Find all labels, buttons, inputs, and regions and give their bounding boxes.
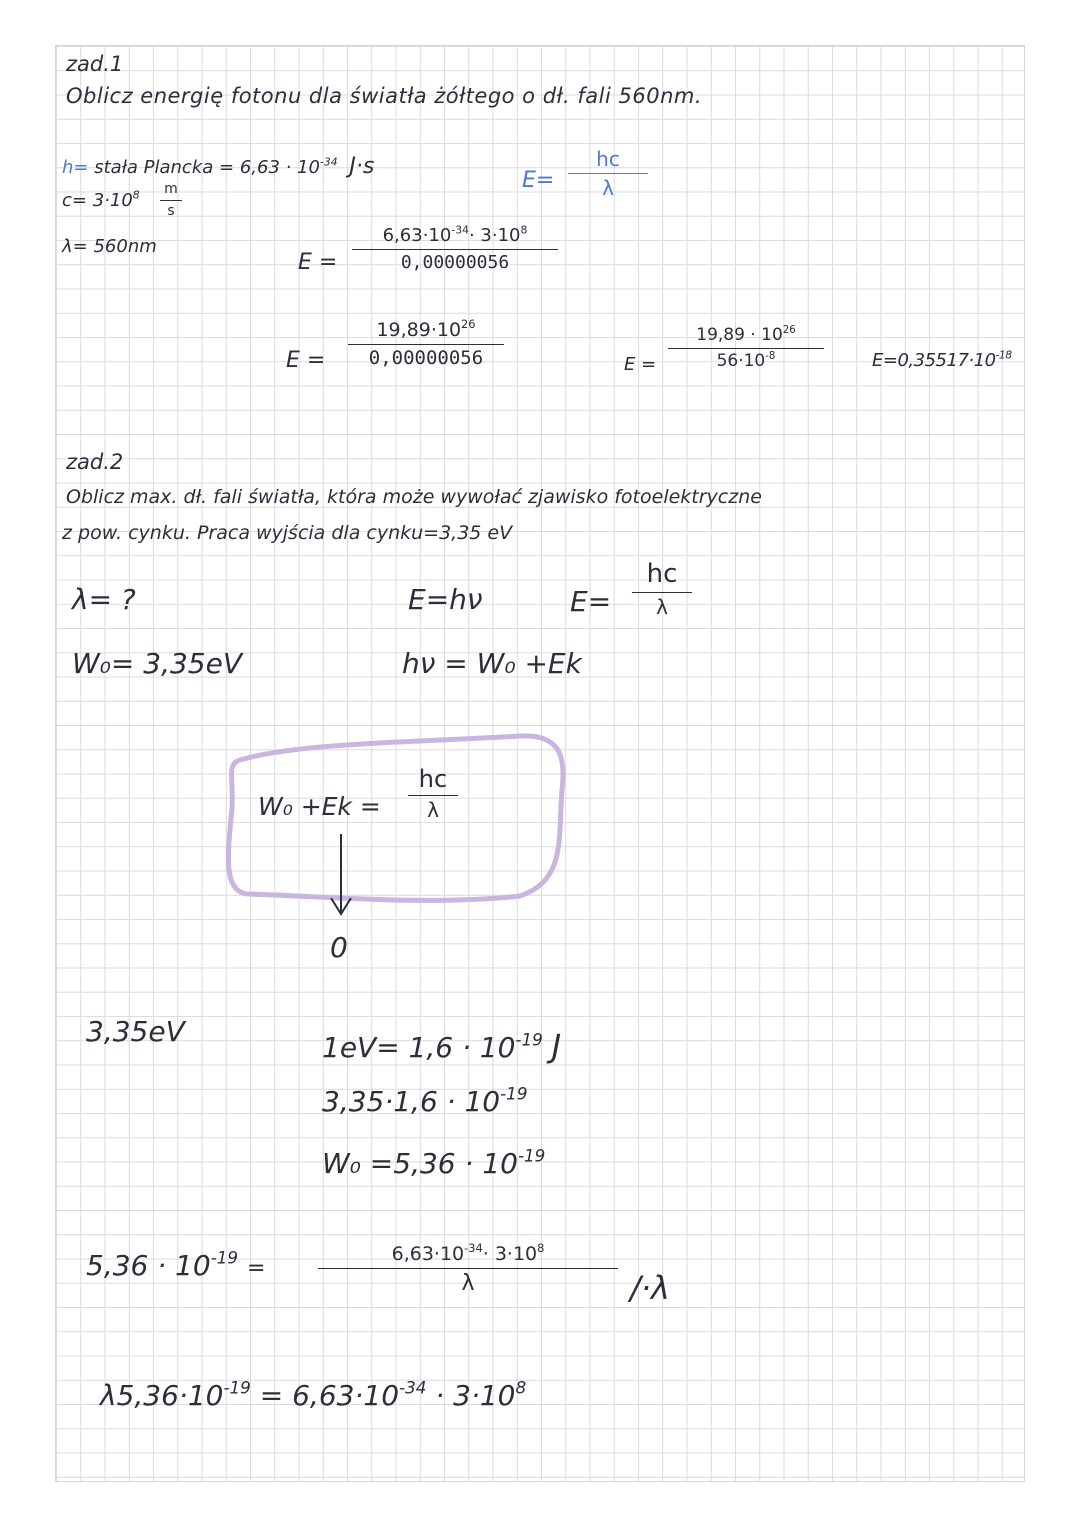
c-unit-num: m	[164, 181, 178, 197]
multiply-by-lambda: /·λ	[630, 1269, 670, 1307]
ev-conversion: $1eV= 1,6 \cdot 10^{-19}$ J	[322, 1027, 562, 1065]
h-label: h=	[62, 157, 89, 178]
step1-den: 0,00000056	[400, 251, 510, 273]
equation-fraction	[318, 1241, 618, 1296]
step3-lhs: E =	[624, 354, 657, 375]
step3-fraction	[668, 326, 824, 370]
formula2-fraction	[632, 560, 692, 618]
task2-statement-line1: Oblicz max. dł. fali światła, która może wywołać zjawisko fotoelektryczne	[66, 486, 762, 508]
formula-e-fraction	[568, 148, 648, 199]
h-value: = 6,63 · 10	[219, 157, 320, 178]
formula-e-hv: E=hν	[408, 583, 483, 616]
ev-value: 3,35eV	[86, 1015, 185, 1048]
boxed-lhs: W₀ +Ek =	[258, 792, 381, 821]
task1-heading: zad.1	[66, 52, 124, 76]
formula-e-den: λ	[602, 176, 614, 200]
step3-den: $56\cdot 10^{-8}$	[716, 350, 776, 371]
step1-lhs: E =	[298, 250, 338, 275]
step2-num: $19,89\cdot 10^{26}$	[376, 317, 476, 341]
c-exp: 8	[132, 188, 140, 202]
boxed-num: hc	[418, 765, 448, 793]
step1-num: $6,63\cdot 10^{-34}\cdot 3\cdot 10^8$	[382, 223, 528, 246]
formula-e-lhs: E=	[522, 168, 555, 193]
h-unit: J·s	[349, 154, 375, 179]
boxed-den: λ	[427, 798, 439, 823]
step2-fraction	[348, 317, 504, 369]
w0-given: W₀= 3,35eV	[72, 647, 242, 680]
boxed-fraction	[408, 766, 458, 821]
formula2-den: λ	[656, 594, 668, 619]
zero-value: 0	[330, 931, 348, 964]
lambda-given: λ= 560nm	[62, 236, 157, 257]
equation-den: λ	[461, 1270, 475, 1296]
equation-num: $6,63\cdot 10^{-34}\cdot 3\cdot 10^8$	[391, 1241, 545, 1265]
task1-statement: Oblicz energię fotonu dla światła żółtego o dł. fali 560nm.	[66, 84, 703, 108]
c-unit-fraction	[160, 182, 182, 220]
c-unit-den: s	[167, 203, 175, 220]
h-desc: stała	[94, 157, 138, 178]
lambda-unknown: λ= ?	[72, 583, 136, 616]
task2-statement-line2: z pow. cynku. Praca wyjścia dla cynku=3,35 eV	[62, 522, 513, 544]
formula-e-num: hc	[596, 147, 620, 171]
h-exp: -34	[319, 155, 338, 169]
formula2-e-lhs: E=	[570, 585, 612, 618]
equation-lhs: $5,36 \cdot 10^{-19}$ =	[86, 1247, 266, 1282]
w0-joules: $W_0 =5,36 \cdot 10^{-19}$	[322, 1145, 546, 1180]
formula2-num: hc	[646, 559, 678, 589]
step1-fraction	[352, 223, 558, 273]
step2-lhs: E =	[286, 348, 326, 373]
formula-einstein: hν = W₀ +Ek	[402, 647, 582, 680]
step3-num: $19,89 \cdot 10^{26}$	[696, 324, 796, 345]
final-equation: $\lambda 5,36\cdot 10^{-19} = 6,63\cdot 10^{-34} \cdot 3\cdot 10^8$	[100, 1377, 527, 1412]
c-given-line	[62, 188, 140, 211]
h-name: Plancka	[143, 157, 214, 178]
task1-result: $E=0,35517\cdot 10^{-18}$	[872, 348, 1012, 371]
step2-den: 0,00000056	[368, 346, 484, 369]
task2-heading: zad.2	[66, 450, 124, 474]
c-value: c= 3·10	[62, 190, 133, 211]
h-given-line	[62, 156, 374, 178]
ev-product: $3,35\cdot 1,6 \cdot 10^{-19}$	[322, 1083, 528, 1118]
